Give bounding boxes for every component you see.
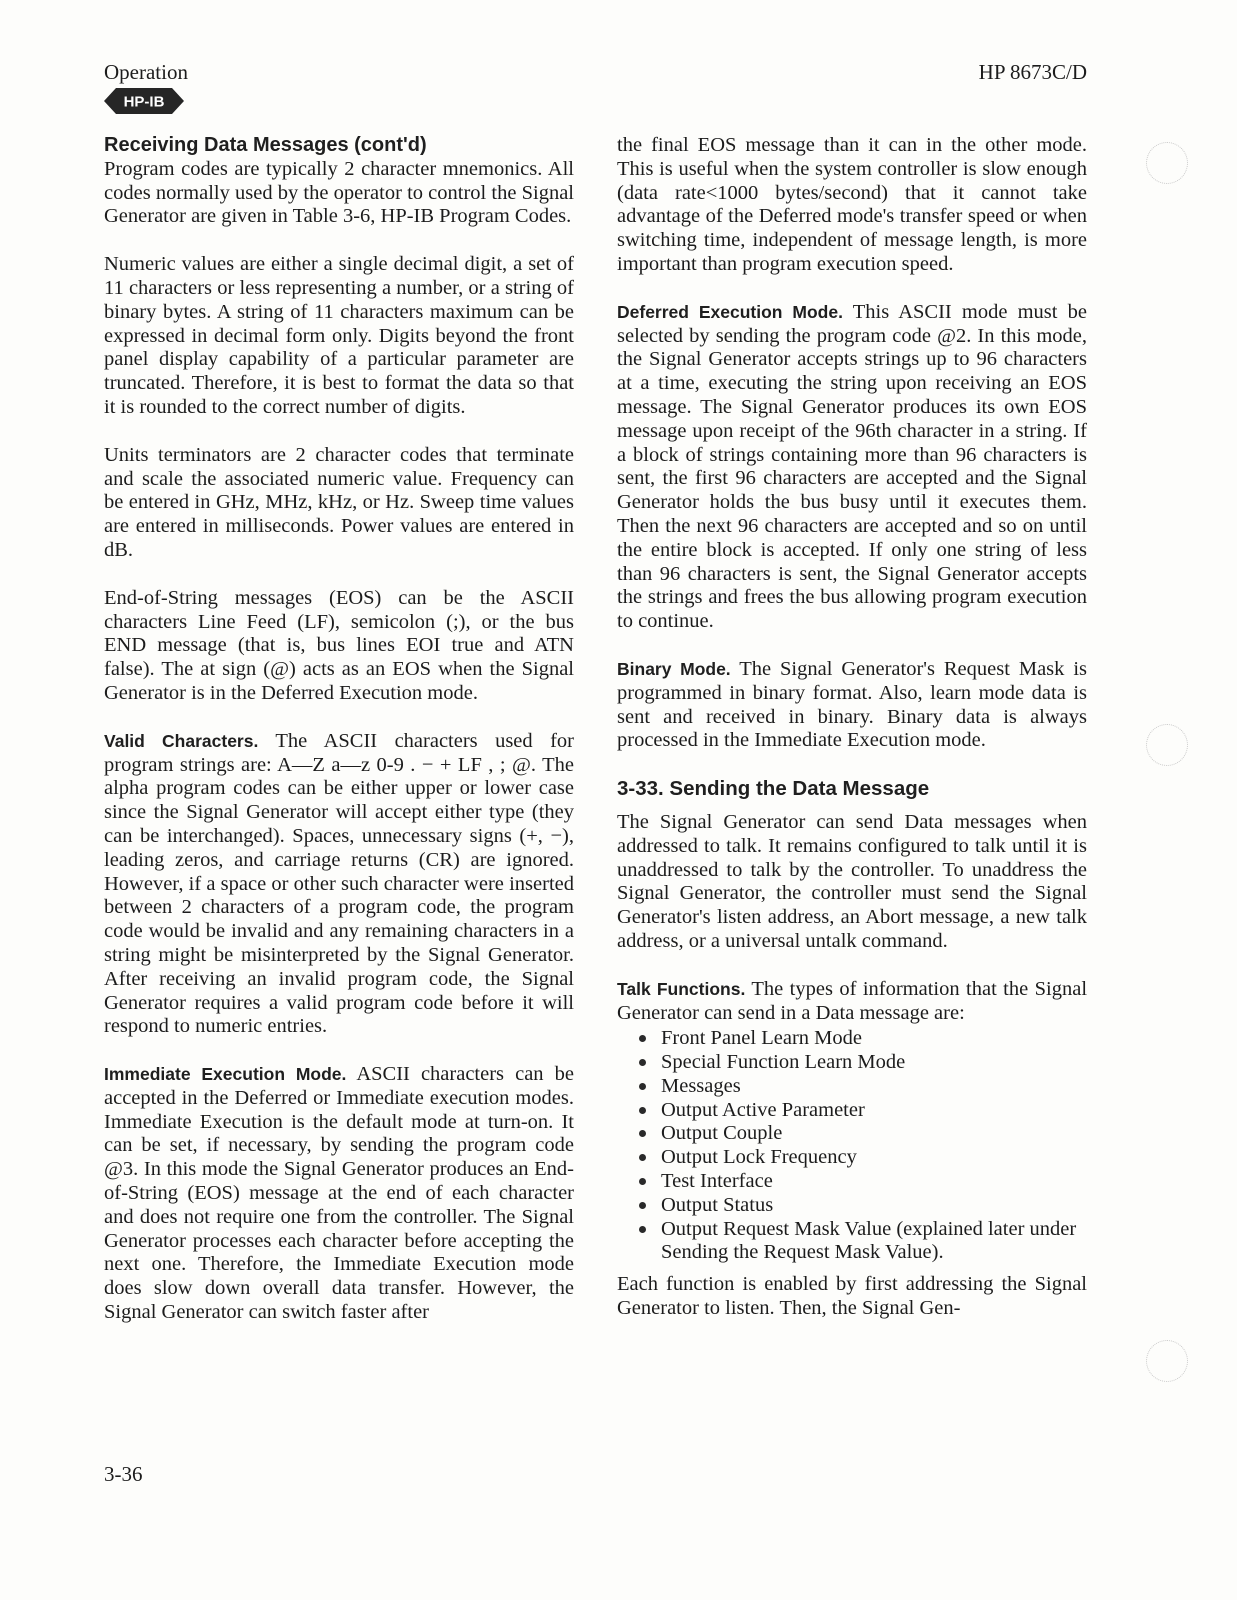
section-heading-sending: 3-33. Sending the Data Message [617, 777, 930, 801]
list-item: Output Status [661, 1194, 1087, 1218]
paragraph-continuation: the final EOS message than it can in the other mode. This is useful when the system controller is slow enough (data rate<1000 bytes/second) that it cannot take advantage of the Deferred mode's transfer speed or when switching time, independent of message length, is more important than program execution speed. [617, 134, 1087, 275]
bullet-icon [639, 1154, 646, 1161]
punch-hole-icon [1146, 142, 1188, 184]
paragraph-program-codes: Program codes are typically 2 character mnemonics. All codes normally used by the operator to control the Signal Generator are given in Table 3-6, HP-IB Program Codes. [104, 157, 574, 228]
text-deferred-execution: This ASCII mode must be selected by sending the program code @2. In this mode, the Signal Generator accepts strings up to 96 characters at a time, executing the string upon receiving an EOS message. The Signal Generator produces its own EOS message upon receipt of the 96th character in a string. If a block of strings containing more than 96 characters is sent, the first 96 characters are accepted and the Signal Generator holds the bus busy until it executes them. Then the next 96 characters are accepted and so on until the entire block is accepted. If only one string of less than 96 characters is sent, the Signal Generator accepts the strings and frees the bus allowing program execution to continue. [617, 300, 1087, 633]
section-heading-receiving: Receiving Data Messages (cont'd) [104, 134, 427, 156]
list-item: Test Interface [661, 1170, 1087, 1194]
runin-immediate-execution: Immediate Execution Mode. [104, 1064, 347, 1085]
right-column [617, 134, 1087, 1321]
page-number: 3-36 [104, 1462, 143, 1486]
text-talk-functions: The types of information that the Signal Generator can send in a Data message are: [617, 977, 1088, 1024]
hp-ib-badge [104, 88, 184, 114]
paragraph-units-terminators: Units terminators are 2 character codes that terminate and scale the associated numeric value. Frequency can be entered in GHz, MHz, kHz, or Hz. Sweep time values are entered in milliseconds. Power values are entered in dB. [104, 443, 574, 561]
list-item: Output Lock Frequency [661, 1146, 1087, 1170]
punch-hole-icon [1146, 724, 1188, 766]
bullet-icon [639, 1035, 646, 1042]
paragraph-each-function: Each function is enabled by first addressing the Signal Generator to listen. Then, the Signal Gen- [617, 1273, 1087, 1320]
running-header-right: HP 8673C/D [978, 60, 1087, 84]
list-item: Messages [661, 1075, 1087, 1099]
bullet-icon [639, 1226, 646, 1233]
bullet-icon [639, 1202, 646, 1209]
bullet-icon [639, 1178, 646, 1185]
bullet-icon [639, 1059, 646, 1066]
punch-hole-icon [1146, 1340, 1188, 1382]
paragraph-binary-mode [617, 658, 1087, 753]
list-item: Output Active Parameter [661, 1099, 1087, 1123]
bullet-icon [639, 1083, 646, 1090]
paragraph-immediate-execution [104, 1063, 574, 1325]
running-header-left: Operation [104, 60, 188, 84]
left-column [104, 134, 574, 1325]
bullet-icon [639, 1130, 646, 1137]
text-immediate-execution: ASCII characters can be accepted in the Deferred or Immediate execution modes. Immediate Execution is the default mode at turn-on. It can be set, if necessary, by sending the program code @3. In this mode the Signal Generator produces an End-of-String (EOS) message at the end of each character and does not require one from the controller. The Signal Generator processes each character before accepting the next one. Therefore, the Immediate Execution mode does slow down overall data transfer. However, the Signal Generator can switch faster after [104, 1063, 574, 1324]
text-binary-mode: The Signal Generator's Request Mask is programmed in binary format. Also, learn mode data is sent and received in binary. Binary data is always processed in the Immediate Execution mode. [617, 657, 1087, 752]
runin-valid-characters: Valid Characters. [104, 730, 259, 751]
paragraph-numeric-values: Numeric values are either a single decimal digit, a set of 11 characters or less representing a number, or a string of binary bytes. A string of 11 characters maximum can be expressed in decimal form only. Digits beyond the front panel display capability of a particular parameter are truncated. Therefore, it is best to format the data so that it is rounded to the correct number of digits. [104, 253, 574, 418]
paragraph-valid-characters [104, 730, 574, 1039]
hp-ib-badge-label: HP-IB [123, 93, 165, 111]
list-item: Special Function Learn Mode [661, 1051, 1087, 1075]
runin-deferred-execution: Deferred Execution Mode. [617, 301, 843, 322]
paragraph-sending-data: The Signal Generator can send Data messages when addressed to talk. It remains configured to talk until it is unaddressed to talk by the controller. To unaddress the Signal Generator, the controller must send the Signal Generator's listen address, an Abort message, a new talk address, or a universal untalk command. [617, 810, 1087, 952]
paragraph-deferred-execution [617, 301, 1087, 634]
runin-binary-mode: Binary Mode. [617, 658, 731, 679]
text-valid-characters: The ASCII characters used for program strings are: A—Z a—z 0-9 . − + LF , ; @. The alpha program codes can be either upper or lower case since the Signal Generator will accept either type (they can be interchanged). Spaces, unnecessary signs (+, −), leading zeros, and carriage returns (CR) are ignored. However, if a space or other such character were inserted between 2 characters of a program code, the program code would be invalid and any remaining characters in a string might be misinterpreted by the Signal Generator. After receiving an invalid program code, the Signal Generator requires a valid program code before it will respond to numeric entries. [104, 729, 574, 1038]
paragraph-talk-functions [617, 978, 1087, 1026]
paragraph-eos: End-of-String messages (EOS) can be the ASCII characters Line Feed (LF), semicolon (;), or the bus END message (that is, bus lines EOI true and ATN false). The at sign (@) acts as an EOS when the Signal Generator is in the Deferred Execution mode. [104, 586, 574, 704]
talk-functions-list [617, 1027, 1087, 1265]
list-item: Output Couple [661, 1122, 1087, 1146]
runin-talk-functions: Talk Functions. [617, 978, 746, 999]
bullet-icon [639, 1107, 646, 1114]
list-item: Output Request Mask Value (explained later under Sending the Request Mask Value). [661, 1218, 1087, 1266]
list-item: Front Panel Learn Mode [661, 1027, 1087, 1051]
